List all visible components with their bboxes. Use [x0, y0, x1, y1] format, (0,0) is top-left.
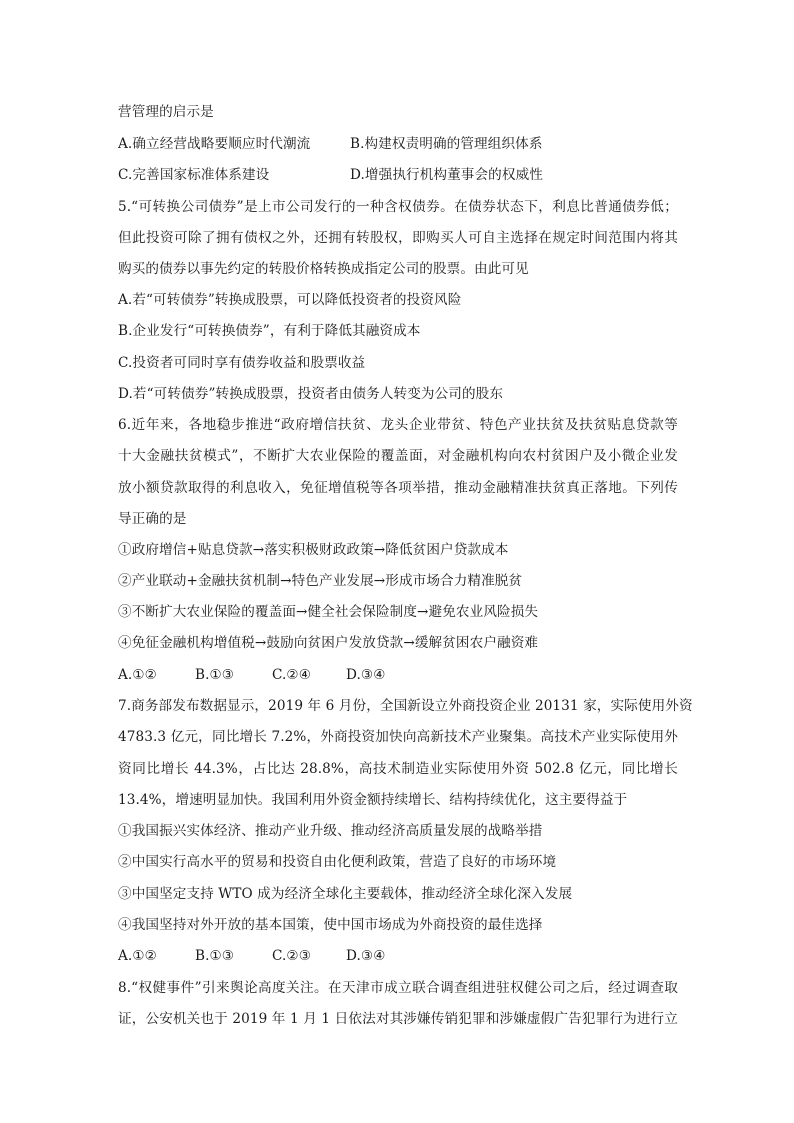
q7-item-3: ③中国坚定支持 WTO 成为经济全球化主要载体，推动经济全球化深入发展 — [118, 886, 573, 902]
q7-item-2: ②中国实行高水平的贸易和投资自由化便利政策，营造了良好的市场环境 — [118, 854, 557, 870]
q5-option-b: B.企业发行“可转换债券”，有利于降低其融资成本 — [118, 323, 421, 339]
q7-choice-a: A.①② — [118, 948, 157, 964]
q6-item-4: ④免征金融机构增值税→鼓励向贫困户发放贷款→缓解贫困农户融资难 — [118, 635, 539, 651]
q6-stem-line-4: 导正确的是 — [118, 511, 187, 527]
q7-item-4: ④我国坚持对外开放的基本国策，使中国市场成为外商投资的最佳选择 — [118, 917, 543, 933]
q7-choice-d: D.③④ — [346, 948, 386, 964]
q7-choice-c: C.②③ — [272, 948, 312, 964]
q6-choice-b: B.①③ — [195, 667, 235, 683]
q7-stem-line-2: 4783.3 亿元，同比增长 7.2%，外商投资加快向高新技术产业聚集。高技术产业实际使用外 — [118, 729, 678, 745]
q7-stem-line-1: 7.商务部发布数据显示，2019 年 6 月份，全国新设立外商投资企业 20131 家，实际使用外资 — [118, 698, 693, 714]
q5-option-a: A.若“可转债券”转换成股票，可以降低投资者的投资风险 — [118, 292, 462, 308]
q6-item-2: ②产业联动+金融扶贫机制→特色产业发展→形成市场合力精准脱贫 — [118, 573, 523, 589]
q6-stem-line-3: 放小额贷款取得的利息收入，免征增值税等各项举措，推动金融精准扶贫真正落地。下列传 — [118, 480, 678, 496]
q6-choice-a: A.①② — [118, 667, 157, 683]
q7-choice-b: B.①③ — [195, 948, 235, 964]
q4-option-c: C.完善国家标准体系建设 — [118, 167, 270, 183]
q5-stem-line-2: 但此投资可除了拥有债权之外，还拥有转股权，即购买人可自主选择在规定时间范围内将其 — [118, 230, 678, 246]
q7-item-1: ①我国振兴实体经济、推动产业升级、推动经济高质量发展的战略举措 — [118, 823, 543, 839]
intro-line: 营管理的启示是 — [118, 104, 214, 120]
q6-stem-line-1: 6.近年来，各地稳步推进“政府增信扶贫、龙头企业带贫、特色产业扶贫及扶贫贴息贷款等 — [118, 417, 678, 433]
q6-choice-d: D.③④ — [346, 667, 386, 683]
q4-option-a: A.确立经营战略要顺应时代潮流 — [118, 136, 311, 152]
q5-stem-line-1: 5.“可转换公司债券”是上市公司发行的一种含权债券。在债券状态下，利息比普通债券低； — [118, 199, 678, 215]
q5-option-d: D.若“可转债券”转换成股票，投资者由债务人转变为公司的股东 — [118, 386, 504, 402]
q8-stem-line-1: 8.“权健事件”引来舆论高度关注。在天津市成立联合调查组进驻权健公司之后，经过调查取 — [118, 980, 678, 996]
q6-choice-c: C.②④ — [272, 667, 312, 683]
q6-stem-line-2: 十大金融扶贫模式”，不断扩大农业保险的覆盖面，对金融机构向农村贫困户及小微企业发 — [118, 448, 678, 464]
q6-item-1: ①政府增信+贴息贷款→落实积极财政政策→降低贫困户贷款成本 — [118, 542, 509, 558]
q7-stem-line-4: 13.4%，增速明显加快。我国利用外资金额持续增长、结构持续优化，这主要得益于 — [118, 792, 628, 808]
q4-option-b: B.构建权责明确的管理组织体系 — [350, 136, 543, 152]
q7-stem-line-3: 资同比增长 44.3%，占比达 28.8%，高技术制造业实际使用外资 502.8 亿元，同比增长 — [118, 761, 678, 777]
q5-option-c: C.投资者可同时享有债券收益和股票收益 — [118, 355, 366, 371]
q8-stem-line-2: 证，公安机关也于 2019 年 1 月 1 日依法对其涉嫌传销犯罪和涉嫌虚假广告犯罪行为进行立 — [118, 1011, 678, 1027]
q5-stem-line-3: 购买的债券以事先约定的转股价格转换成指定公司的股票。由此可见 — [118, 261, 529, 277]
q6-item-3: ③不断扩大农业保险的覆盖面→健全社会保险制度→避免农业风险损失 — [118, 604, 539, 620]
q4-option-d: D.增强执行机构董事会的权威性 — [350, 167, 543, 183]
